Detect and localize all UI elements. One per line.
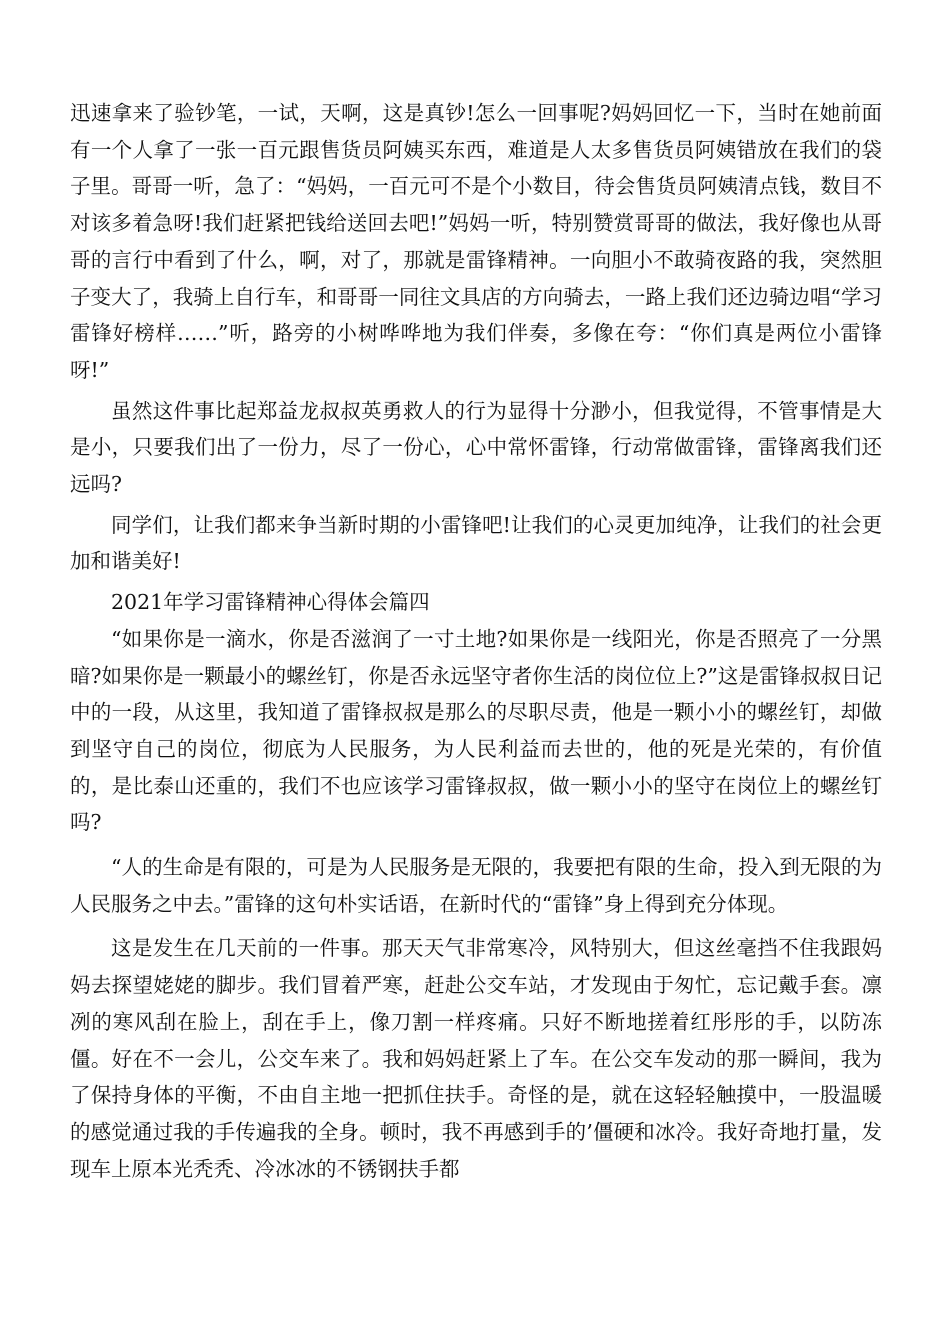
paragraph-1: 迅速拿来了验钞笔，一试，天啊，这是真钞!怎么一回事呢?妈妈回忆一下，当时在她前面有一个人拿了一张一百元跟售货员阿姨买东西，难道是人太多售货员阿姨错放在我们的袋子里。哥哥一听，急了：“妈妈，一百元可不是个小数目，待会售货员阿姨清点钱，数目不对该多着急呀!我们赶紧把钱给送回去吧!”妈妈一听，特别赞赏哥哥的做法，我好像也从哥哥的言行中看到了什么，啊，对了，那就是雷锋精神。一向胆小不敢骑夜路的我，突然胆子变大了，我骑上自行车，和哥哥一同往文具店的方向骑去，一路上我们还边骑边唱“学习雷锋好榜样……”听，路旁的小树哗哗地为我们伴奏，多像在夸：“你们真是两位小雷锋呀!” (70, 101, 882, 382)
paragraph-3: 同学们，让我们都来争当新时期的小雷锋吧!让我们的心灵更加纯净，让我们的社会更加和谐美好! (70, 512, 882, 574)
paragraph-2: 虽然这件事比起郑益龙叔叔英勇救人的行为显得十分渺小，但我觉得，不管事情是大是小，只要我们出了一份力，尽了一份心，心中常怀雷锋，行动常做雷锋，雷锋离我们还远吗? (70, 398, 882, 497)
section-heading: 2021年学习雷锋精神心得体会篇四 (111, 590, 430, 615)
document-page (70, 95, 882, 1187)
paragraph-4: “如果你是一滴水，你是否滋润了一寸土地?如果你是一线阳光，你是否照亮了一分黑暗?如果你是一颗最小的螺丝钉，你是否永远坚守者你生活的岗位位上?”这是雷锋叔叔日记中的一段，从这里，我知道了雷锋叔叔是那么的尽职尽责，他是一颗小小的螺丝钉，却做到坚守自己的岗位，彻底为人民服务，为人民利益而去世的，他的死是光荣的，有价值的，是比泰山还重的，我们不也应该学习雷锋叔叔，做一颗小小的坚守在岗位上的螺丝钉吗? (70, 626, 882, 835)
paragraph-6: 这是发生在几天前的一件事。那天天气非常寒冷，风特别大，但这丝毫挡不住我跟妈妈去探望姥姥的脚步。我们冒着严寒，赶赴公交车站，才发现由于匆忙，忘记戴手套。凛冽的寒风刮在脸上，刮在手上，像刀割一样疼痛。只好不断地搓着红彤彤的手，以防冻僵。好在不一会儿，公交车来了。我和妈妈赶紧上了车。在公交车发动的那一瞬间，我为了保持身体的平衡，不由自主地一把抓住扶手。奇怪的是，就在这轻轻触摸中，一股温暖的感觉通过我的手传遍我的全身。顿时，我不再感到手的’僵硬和冰冷。我好奇地打量，发现车上原本光秃秃、冷冰冰的不锈钢扶手都 (70, 936, 882, 1181)
paragraph-5: “人的生命是有限的，可是为人民服务是无限的，我要把有限的生命，投入到无限的为人民服务之中去。”雷锋的这句朴实话语，在新时代的“雷锋”身上得到充分体现。 (70, 855, 882, 916)
